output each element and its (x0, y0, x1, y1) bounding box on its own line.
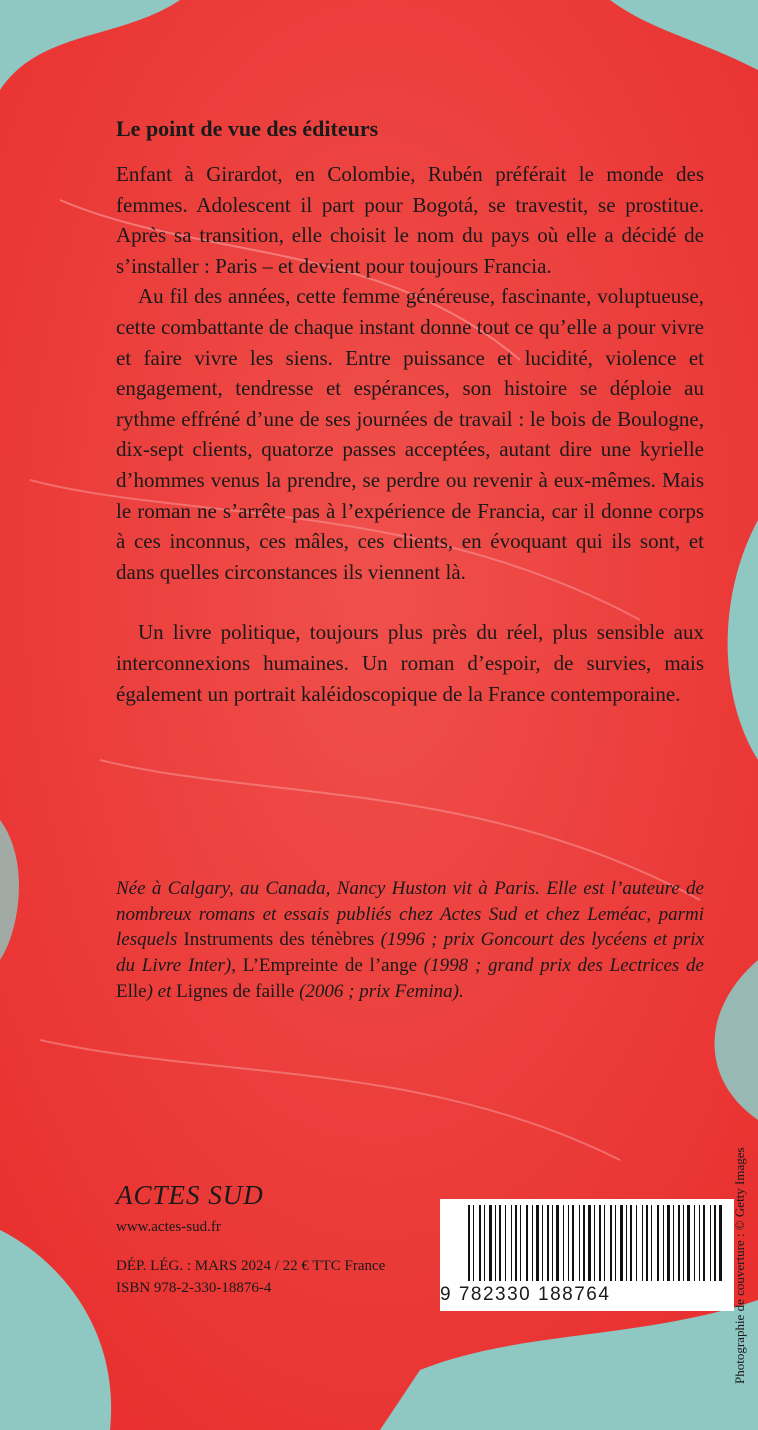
barcode-bar (703, 1205, 705, 1281)
barcode-bar (594, 1205, 595, 1281)
barcode-bar (572, 1205, 574, 1281)
heading: Le point de vue des éditeurs (116, 116, 379, 141)
barcode-bar (583, 1205, 585, 1281)
barcode-bar (536, 1205, 539, 1281)
blurb-paragraph-3: Un livre politique, toujours plus près du réel, plus sensible aux interconnexions humaines. Un roman d’espoir, de survies, mais également un portrait kaléidoscopique de la France contemporaine. (116, 620, 704, 706)
barcode (440, 1199, 734, 1311)
barcode-bar (556, 1205, 559, 1281)
barcode-bar (615, 1205, 616, 1281)
barcode-bar (563, 1205, 564, 1281)
barcode-bar (568, 1205, 569, 1281)
barcode-bar (620, 1205, 623, 1281)
barcode-bar (646, 1205, 648, 1281)
publisher-logo: ACTES SUD (116, 1180, 264, 1210)
barcode-bar (657, 1205, 659, 1281)
barcode-bar (579, 1205, 580, 1281)
barcode-bar (719, 1205, 722, 1281)
barcode-bar (626, 1205, 627, 1281)
barcode-bar (468, 1205, 470, 1281)
barcode-bar (678, 1205, 680, 1281)
bio-title-2: L’Empreinte de l’ange (242, 955, 418, 977)
barcode-bar (479, 1205, 481, 1281)
bio-text-2: (1996 ; prix Goncourt des lycéens et prix du Livre Inter), (116, 929, 704, 977)
barcode-bar (473, 1205, 474, 1281)
barcode-bar (651, 1205, 652, 1281)
author-bio (116, 876, 704, 1005)
barcode-bar (687, 1205, 690, 1281)
blurb-paragraph-2: Au fil des années, cette femme généreuse, fascinante, voluptueuse, cette combattante de chaque instant donne tout ce qu’elle a pour vivre et faire vivre les siens. Entre puissance et lucidité, violence et engagement, tendresse et espérances, son histoire se déploie au rythme effréné d’une de ses journées de travail : le bois de Boulogne, dix-sept clients, quatorze passes acceptées, autant dire une kyrielle d’hommes venus la prendre, se perdre ou revenir à eux-mêmes. Mais le roman ne s’arrête pas à l’expérience de Francia, car il donne corps à ces inconnus, ces mâles, ces clients, en évoquant qui ils sont, et dans quelles circonstances ils viennent là. (116, 284, 704, 584)
bio-text-3: (1998 ; grand prix des Lectrices de (417, 955, 704, 977)
barcode-bar (599, 1205, 601, 1281)
isbn: ISBN 978-2-330-18876-4 (116, 1280, 272, 1296)
bio-title-1: Instruments des ténèbres (183, 929, 375, 951)
barcode-bar (520, 1205, 521, 1281)
bio-text-4: ) et (146, 980, 177, 1002)
barcode-bar (588, 1205, 591, 1281)
bio-text-1: Née à Calgary, au Canada, Nancy Huston vit à Paris. Elle est l’auteure de nombreux romans et essais publiés chez Actes Sud et chez Leméac, parmi lesquels (116, 878, 704, 951)
bio-title-4: Lignes de faille (176, 980, 295, 1002)
barcode-bars (440, 1199, 734, 1283)
barcode-bar (489, 1205, 492, 1281)
barcode-bar (547, 1205, 549, 1281)
bio-title-3: Elle (116, 980, 147, 1002)
barcode-bar (505, 1205, 506, 1281)
legal-deposit: DÉP. LÉG. : MARS 2024 / 22 € TTC France (116, 1258, 386, 1274)
barcode-bar (552, 1205, 553, 1281)
barcode-bar (636, 1205, 637, 1281)
barcode-bar (610, 1205, 612, 1281)
barcode-bar (532, 1205, 533, 1281)
barcode-bar (663, 1205, 664, 1281)
blurb (116, 159, 704, 709)
barcode-bar (667, 1205, 670, 1281)
barcode-bar (484, 1205, 485, 1281)
barcode-bar (642, 1205, 643, 1281)
barcode-bar (511, 1205, 512, 1281)
barcode-bar (515, 1205, 517, 1281)
barcode-bar (542, 1205, 543, 1281)
barcode-bar (714, 1205, 716, 1281)
barcode-bar (604, 1205, 605, 1281)
publisher-url: www.actes-sud.fr (116, 1219, 221, 1235)
barcode-bar (683, 1205, 684, 1281)
barcode-bar (630, 1205, 632, 1281)
barcode-digits: 9 782330 188764 (440, 1284, 611, 1305)
barcode-bar (673, 1205, 674, 1281)
barcode-bar (499, 1205, 501, 1281)
barcode-bar (495, 1205, 496, 1281)
photo-credit: Photographie de couverture : © Getty Images (732, 1147, 747, 1384)
barcode-bar (710, 1205, 711, 1281)
bio-text-5: (2006 ; prix Femina). (294, 980, 464, 1002)
blurb-paragraph-1: Enfant à Girardot, en Colombie, Rubén préférait le monde des femmes. Adolescent il part pour Bogotá, se travestit, se prostitue. Après sa transition, elle choisit le nom du pays où elle a décidé de s’installer : Paris – et devient pour toujours Francia. (116, 162, 704, 278)
barcode-bar (526, 1205, 528, 1281)
barcode-bar (694, 1205, 695, 1281)
barcode-bar (699, 1205, 700, 1281)
